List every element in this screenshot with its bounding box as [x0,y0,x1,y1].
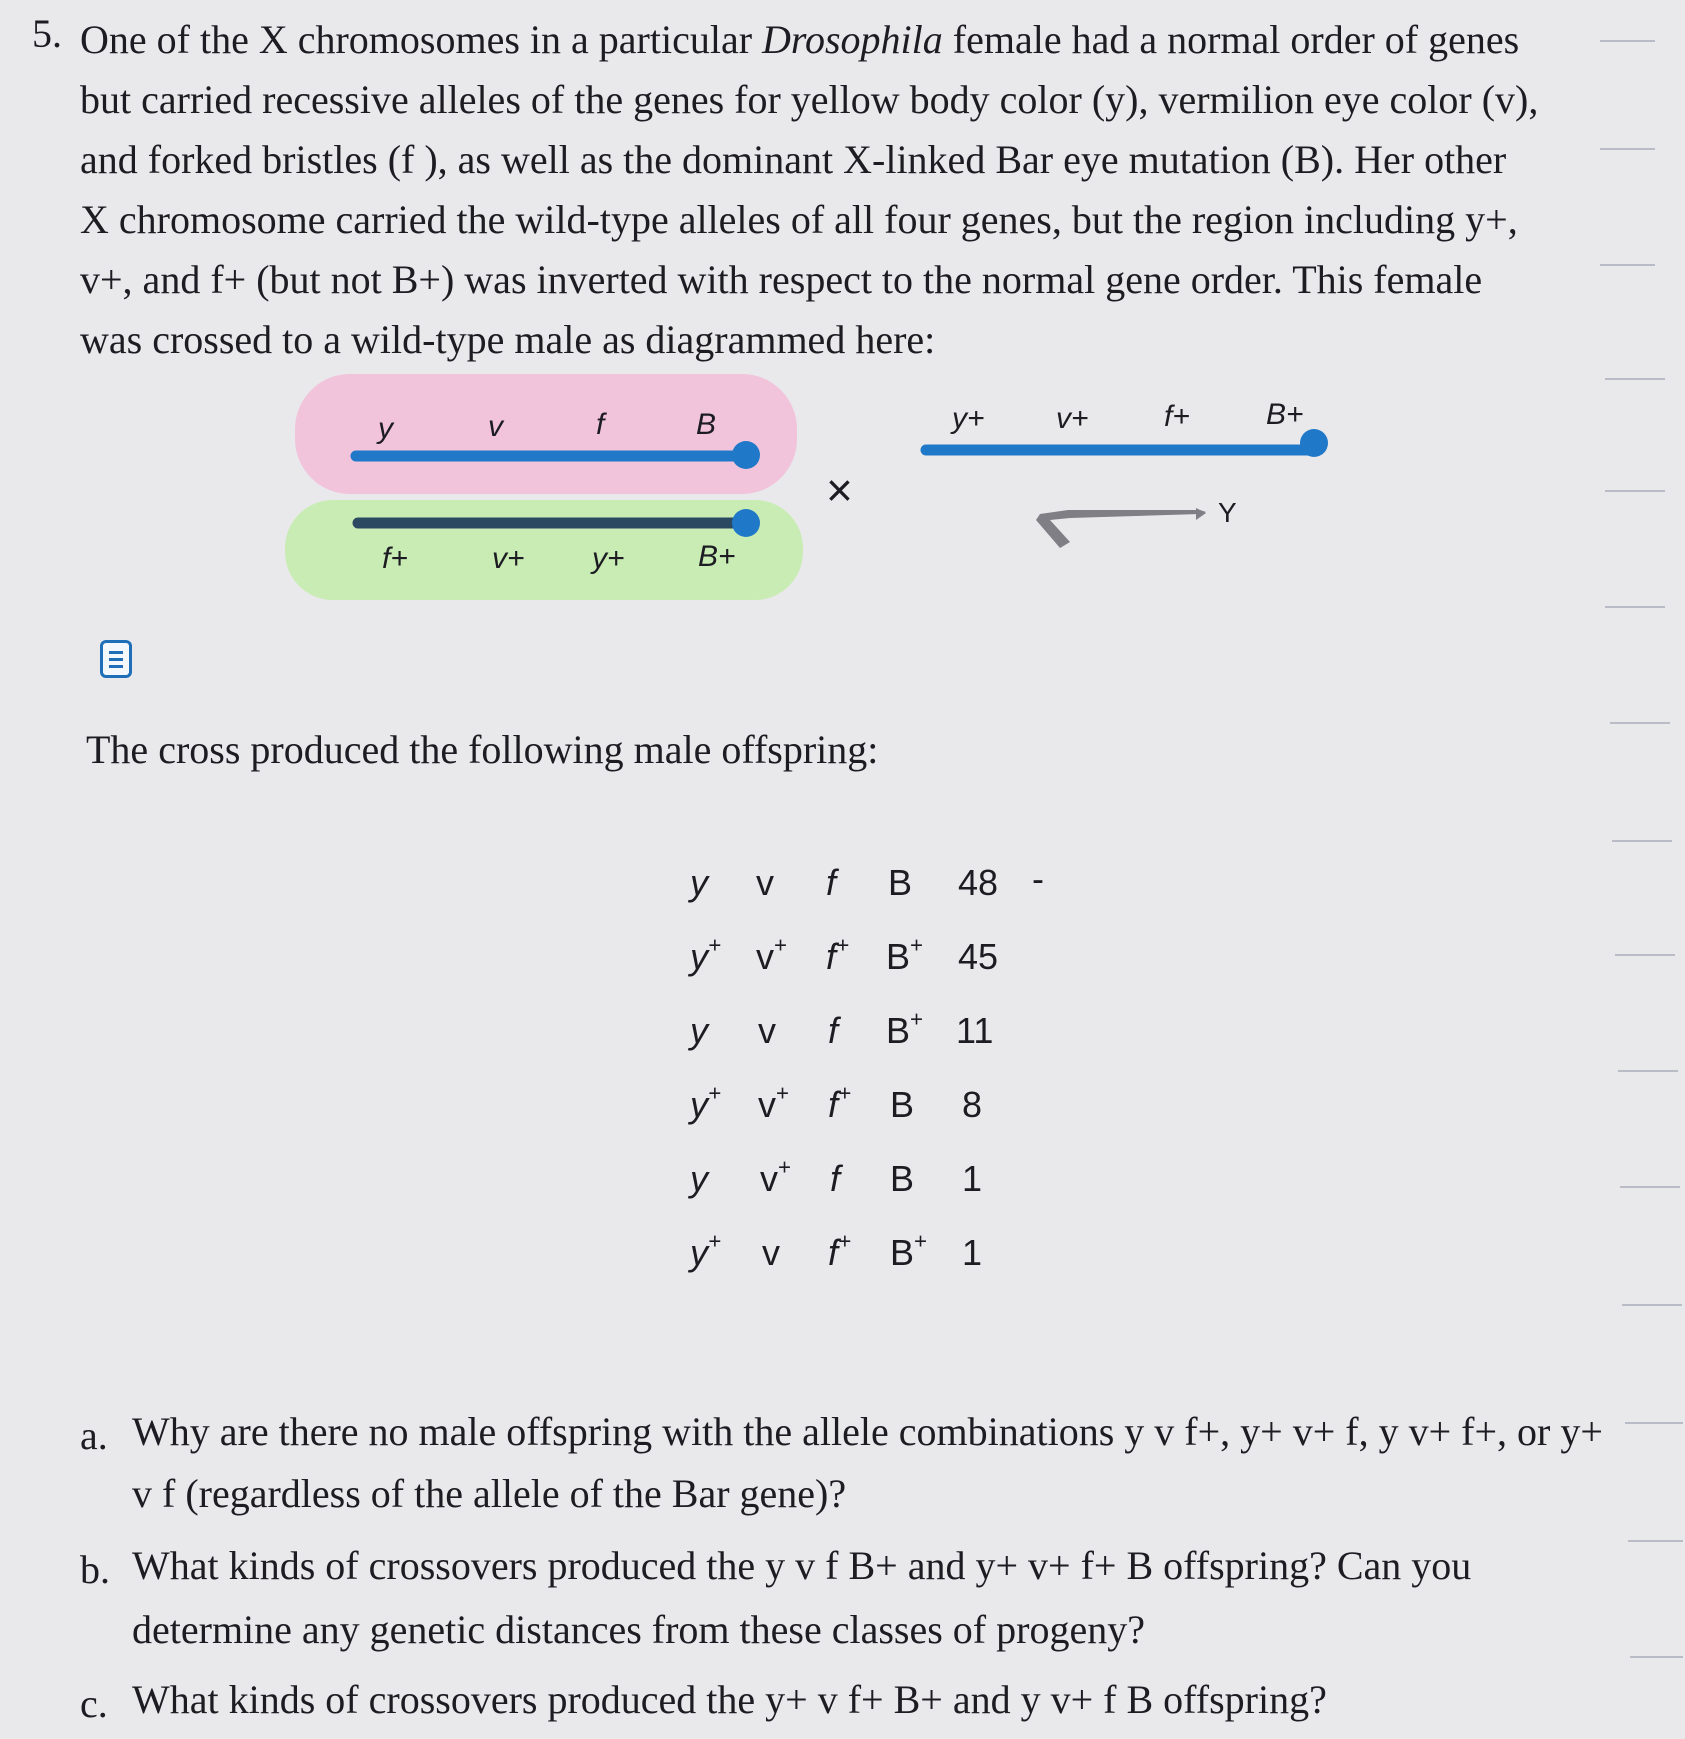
subquestion-b-text: What kinds of crossovers produced the y v f B+ and y+ v+ f+ B offspring? Can you [132,1543,1472,1588]
ruled-line [1615,954,1675,956]
question-line: was crossed to a wild-type male as diagrammed here: [80,317,936,362]
figure-notes-icon[interactable] [100,640,132,678]
ruled-line [1630,1656,1683,1658]
centromere [1300,429,1328,457]
ruled-line [1625,1422,1683,1424]
question-number: 5. [32,11,62,56]
question-line: but carried recessive alleles of the genes for yellow body color (y), vermilion eye color (v), [80,77,1539,122]
subquestion-b-text: determine any genetic distances from these classes of progeny? [132,1607,1145,1652]
gene-label-y-plus: y+ [592,542,625,575]
gene-label-f-plus: f+ [382,542,408,575]
male-y-chromosome [1036,510,1206,548]
subquestion-b-label: b. [80,1547,110,1592]
male-gene-label-v-plus: v+ [1056,402,1089,435]
question-line: One of the X chromosomes in a particular Drosophila female had a normal order of genes [80,17,1520,62]
offspring-intro: The cross produced the following male offspring: [86,727,879,772]
gene-label-v-plus: v+ [492,542,525,575]
ruled-line [1628,1540,1683,1542]
gene-label-f: f [596,408,605,441]
cross-diagram [0,0,1685,640]
textbook-page: 5. One of the X chromosomes in a particular Drosophila female had a normal order of genes but carried recessive alleles of the genes for yellow body color (y), vermilion eye color (v), and forked bristles (f ), as well as the dominant X-linked Bar eye mutation (B). Her other X chromosome carried the wild-type alleles of all four genes, but the region including y+, v+, and f+ (but not B+) was inverted with respect to the normal gene order. This female was crossed to a wild-type male as diagrammed here: y v f B f+ v+ y+ B+ y+ v+ f+ B+ × Y The cross produced the following male offspring: y v f B 48 - y+ v+ f+ B+ 45 y v f B+ 11 y+ v+ f+ B 8 y v+ f B 1 y+ v f+ B+ 1 a. Why are there no male offspring with the allele combinations y v f+, y+ v+ f, y v+ f+, or y+ v f (regardless of the allele of the Bar gene)? b. What kinds of crossovers produced the y v f B+ and y+ v+ f+ B offspring? Can you determine any genetic distances from these classes of progeny? c. What kinds of crossovers produced the y+ v f+ B+ and y v+ f B offspring? [0,0,1685,1739]
male-gene-label-B-plus: B+ [1266,398,1304,431]
subquestion-a-text: v f (regardless of the allele of the Bar gene)? [132,1471,847,1516]
centromere [732,509,760,537]
gene-label-v: v [488,410,503,443]
ruled-line [1622,1304,1682,1306]
male-gene-label-y-plus: y+ [952,402,985,435]
y-chromosome-tip [1196,508,1206,520]
cross-symbol: × [826,464,853,516]
gene-label-B-plus: B+ [698,540,736,573]
gene-label-B: B [696,408,717,441]
male-gene-label-f-plus: f+ [1164,400,1190,433]
species-name: Drosophila [762,17,943,62]
subquestion-c-text: What kinds of crossovers produced the y+ v f+ B+ and y v+ f B offspring? [132,1677,1327,1722]
centromere [732,441,760,469]
ruled-line [1620,1186,1680,1188]
question-line: v+, and f+ (but not B+) was inverted with respect to the normal gene order. This female [80,257,1483,302]
subquestion-a-label: a. [80,1413,108,1458]
male-y-label: Y [1218,497,1237,528]
ruled-line [1618,1070,1678,1072]
question-line: X chromosome carried the wild-type alleles of all four genes, but the region including y+, [80,197,1518,242]
ruled-line [1612,840,1672,842]
female-x-normal-highlight [295,374,797,494]
subquestion-c-label: c. [80,1681,108,1726]
ruled-line [1610,722,1670,724]
subquestion-a-text: Why are there no male offspring with the allele combinations y v f+, y+ v+ f, y v+ f+, or y+ [132,1409,1603,1454]
gene-label-y: y [378,412,393,445]
question-line: and forked bristles (f ), as well as the dominant X-linked Bar eye mutation (B). Her other [80,137,1507,182]
